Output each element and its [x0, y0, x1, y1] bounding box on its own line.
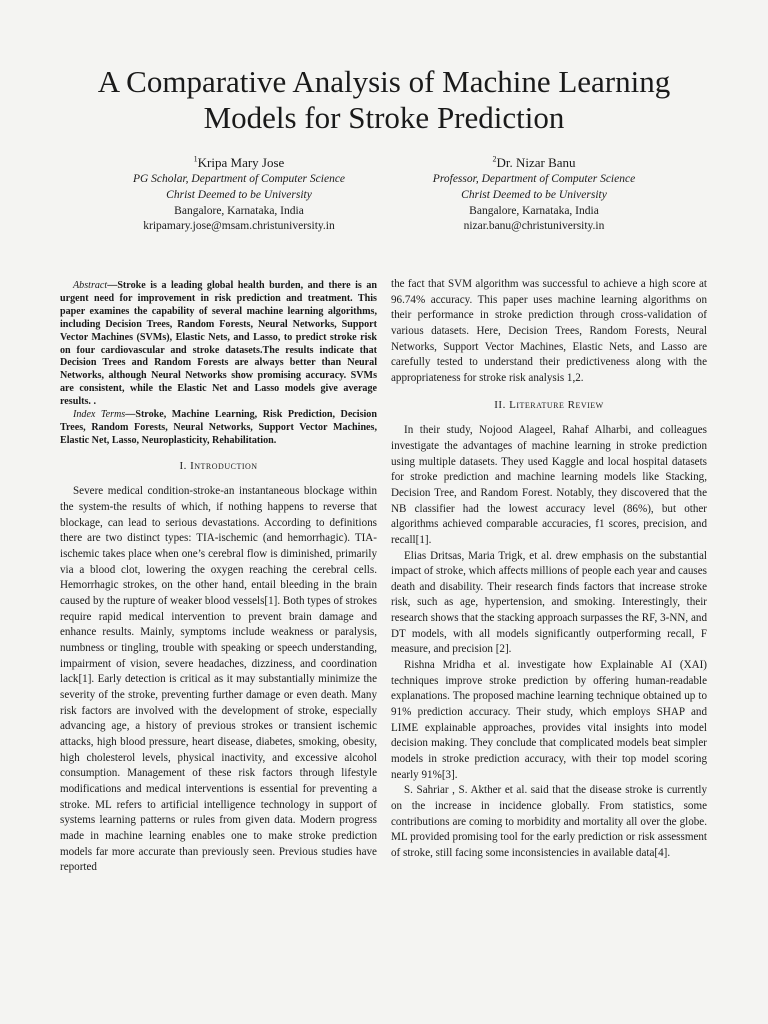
author-superscript: 2: [492, 154, 497, 164]
intro-paragraph: Severe medical condition-stroke-an instantaneous blockage within the system-the results of which, if nothing happens to reverse that blockage, can lead to serious devastations. According to definitions there are two distinct types: TIA-ischemic (and hemorrhagic). TIA-ischemic takes place when one’s cerebral flow is diminished, primarily via a blood clot, lowering the oxygen reaching the cerebral cells. Hemorrhagic strokes, on the other hand, entail bleeding in the brain caused by the rupture of weaker blood vessels[1]. Both types of strokes require rapid medical intervention to prevent brain damage and enhance results. Mainly, symptoms include weakness or paralysis, numbness or tingling, trouble with speaking or speech understanding, impairment of vision, severe headaches, dizziness, and coordination lack[1]. Early detection is critical as it may substantially minimize the severity of the stroke, preventing further damage or even death. Many risk factors are involved with the development of stroke, especially advancing age, a history of previous strokes or transient ischemic attacks, high blood pressure, heart disease, diabetes, smoking, obesity, high cholesterol levels, physical inactivity, and excessive alcohol consumption. Management of these risk factors through lifestyle modifications and medical interventions is essential for preventing a stroke. ML refers to artificial intelligence technology in support of systems learning patterns or rules from given data. Modern progress made in machine learning enables one to make stroke prediction models far more accurate than previously seen. Previous studies have reported: [60, 485, 377, 874]
left-column: [60, 280, 377, 876]
author-location: Bangalore, Karnataka, India: [174, 204, 304, 217]
section-numeral: I.: [179, 459, 187, 472]
author-block-1: [89, 154, 389, 235]
section-numeral: II.: [494, 398, 506, 411]
abstract: [60, 280, 377, 409]
author-name-text: Kripa Mary Jose: [197, 155, 285, 170]
index-terms: [60, 409, 377, 448]
author-institution: Christ Deemed to be University: [166, 188, 312, 201]
intro-continuation: the fact that SVM algorithm was successful to achieve a high score at 96.74% accuracy. This paper uses machine learning algorithms on their performance in stroke prediction through cross-validation of various datasets. Here, Decision Trees, Random Forests, Neural Networks, Support Vector Machines, Elastic Nets, and Lasso are carefully tested to understand their predictiveness along with the appropriateness for stroke risk analysis 1,2.: [391, 278, 707, 384]
review-paragraph-2: Elias Dritsas, Maria Trigk, et al. drew emphasis on the substantial impact of stroke, which affects millions of people each year and causes death and disability. Their research finds factors that increase stroke risk, such as age, hypertension, and smoking. Interestingly, their research shows that the stacking approach surpasses the RF, 3-NN, and DT models, with all models significantly outperforming recall, F measure, and precision [2].: [391, 549, 707, 656]
author-superscript: 1: [193, 154, 198, 164]
author-position: Professor, Department of Computer Science: [432, 173, 636, 185]
author-email: kripamary.jose@msam.christuniversity.in: [143, 220, 335, 233]
right-column: [391, 277, 707, 862]
index-terms-text: —Stroke, Machine Learning, Risk Prediction, Decision Trees, Random Forests, Neural Networks, Support Vector Machines, Elastic Net, Lasso, Neuroplasticity, Rehabilitation.: [60, 409, 377, 446]
author-name: [89, 154, 389, 172]
review-paragraph-4: S. Sahriar , S. Akther et al. said that the disease stroke is currently on the increase in incidence globally. From statistics, some contributions are coming to morbidity and mortality all over the globe. ML provided promising tool for the early prediction or risk assessment of stroke, still facing some inconsistencies in available data[4].: [391, 784, 707, 859]
review-paragraph-1: In their study, Nojood Alageel, Rahaf Alharbi, and colleagues investigate the advantages of machine learning in stroke prediction using multiple datasets. They used Kaggle and local hospital datasets for stroke prediction and machine learning models like Stacking, Decision Tree, and Random Forest. Notably, they discovered that the NB classifier had the lowest accuracy level (86%), but other algorithms achieved comparable accuracies, f1 scores, precision, and recall[1].: [391, 424, 707, 546]
author-block-2: [384, 154, 684, 235]
title-line-2: Models for Stroke Prediction: [203, 100, 565, 135]
section-title: Introduction: [190, 459, 258, 472]
section-heading-literature-review: [391, 398, 707, 414]
section-heading-introduction: [60, 459, 377, 475]
section-title: Literature Review: [509, 398, 604, 411]
author-name: [384, 154, 684, 172]
abstract-label: Abstract: [73, 280, 108, 291]
abstract-text: —Stroke is a leading global health burden, and there is an urgent need for improvement in risk prediction and treatment. This paper examines the capability of several machine learning algorithms, including Decision Trees, Random Forests, Neural Networks, Support Vector Machines (SVMs), Elastic Nets, and Lasso, to predict stroke risk on four cardiovascular and stroke datasets.The results indicate that Decision Trees and Random Forests are always better than Neural Networks, although Neural Networks show promising accuracy. SVMs are consistent, while the Elastic Net and Lasso models give average results. .: [60, 280, 377, 408]
paper-title: [60, 64, 708, 136]
author-name-text: Dr. Nizar Banu: [496, 155, 576, 170]
author-location: Bangalore, Karnataka, India: [469, 204, 599, 217]
review-paragraph-3: Rishna Mridha et al. investigate how Explainable AI (XAI) techniques improve stroke prediction by offering human-readable explanations. The proposed machine learning technique obtained up to 91% prediction accuracy. Their study, which employs SHAP and LIME explainable approaches, provides vital insights into model decision making. They conclude that complicated models beat simpler models in stroke prediction accuracy, with their top model scoring nearly 91%[3].: [391, 659, 707, 781]
author-institution: Christ Deemed to be University: [461, 188, 607, 201]
index-terms-label: Index Terms: [73, 409, 126, 421]
title-line-1: A Comparative Analysis of Machine Learning: [97, 64, 671, 99]
author-email: nizar.banu@christuniversity.in: [463, 220, 605, 233]
author-position: PG Scholar, Department of Computer Science: [132, 173, 346, 185]
